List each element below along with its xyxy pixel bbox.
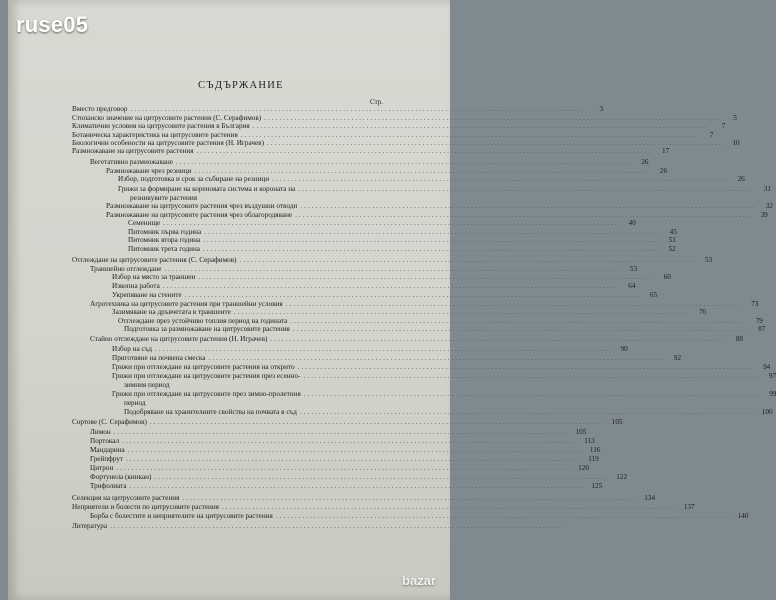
toc-entry	[72, 139, 740, 147]
toc-entry-title: Трифолиата	[90, 482, 127, 490]
toc-entry-title: Подобряване на хранителните свойства на почвата в съд	[124, 408, 297, 416]
toc-entry-title: Неприятели и болести по цитрусовите растения	[72, 503, 219, 511]
toc-entry	[72, 105, 604, 113]
toc-entry-page: 122	[616, 473, 628, 481]
toc-entry-page: 65	[650, 291, 658, 299]
toc-entry	[124, 325, 766, 333]
dot-leader: ........................................................................................................................	[270, 335, 726, 343]
dot-leader: ........................................................................................................................	[196, 147, 653, 155]
toc-entry	[128, 236, 676, 244]
toc-entry	[72, 256, 713, 264]
toc-entry	[90, 512, 749, 520]
toc-entry-page: 7	[709, 131, 714, 139]
toc-entry	[90, 428, 587, 436]
toc-entry-title: Избор на съд	[112, 345, 153, 353]
toc-entry	[72, 494, 656, 502]
toc-entry-title: Отглеждане през устойчиво топлия период на годината	[118, 317, 288, 325]
dot-leader: ........................................................................................................................	[110, 522, 566, 530]
toc-entry	[90, 437, 595, 445]
toc-entry	[112, 291, 658, 299]
toc-entry-title: Грижи за формиране на кореновата система и короната на	[118, 185, 296, 193]
toc-entry	[90, 482, 603, 490]
toc-entry-continuation: период	[124, 399, 146, 407]
toc-entry-title: Портокал	[90, 437, 120, 445]
dot-leader: ........................................................................................................................	[292, 325, 749, 333]
toc-entry-page: 120	[578, 464, 589, 472]
toc-entry-page: 140	[737, 512, 749, 520]
toc-entry-page: 76	[699, 308, 707, 316]
dot-leader: ........................................................................................................................	[299, 408, 756, 416]
dot-leader: ........................................................................................................................	[285, 300, 742, 308]
toc-entry	[72, 122, 726, 130]
toc-entry-title: Семенище	[128, 219, 161, 227]
toc-entry-title: Зазимяване на дръвчетата в траншеите	[112, 308, 231, 316]
toc-entry	[124, 408, 773, 416]
toc-entry-page: 31	[763, 185, 771, 193]
toc-entry-continuation: зимния период	[124, 381, 170, 389]
toc-entry-title: Стопанско значение на цитрусовите растения (С. Серафимов)	[72, 114, 262, 122]
dot-leader: ........................................................................................................................	[162, 282, 619, 290]
dot-leader: ........................................................................................................................	[203, 245, 659, 253]
toc-entry-title: Траншейно отглеждане	[90, 265, 162, 273]
dot-leader: ........................................................................................................................	[266, 139, 723, 147]
dot-leader: ........................................................................................................................	[113, 428, 570, 436]
dot-leader: ........................................................................................................................	[239, 256, 696, 264]
dot-leader: ........................................................................................................................	[252, 122, 709, 130]
toc-entry	[112, 354, 682, 362]
toc-entry-page: 79	[755, 317, 763, 325]
dot-leader: ........................................................................................................................	[182, 494, 639, 502]
dot-leader: ........................................................................................................................	[204, 228, 660, 236]
toc-entry-title: Биологични особености на цитрусовите растения (Н. Играчев)	[72, 139, 264, 147]
toc-entry-page: 137	[683, 503, 695, 511]
watermark-logo: bazar	[402, 573, 436, 588]
dot-leader: ........................................................................................................................	[290, 317, 746, 325]
toc-entry	[112, 372, 776, 380]
dot-leader: ........................................................................................................................	[298, 185, 754, 193]
toc-entry-page: 53	[629, 265, 638, 273]
toc-entry-title: Избор на място за траншеи	[112, 273, 196, 281]
toc-entry-title: Стайно отглеждане на цитрусовите растения (Н. Играчев)	[90, 335, 268, 343]
toc-entry-title: Грейпфрут	[90, 455, 124, 463]
toc-entry-title: Укрепяване на стените	[112, 291, 182, 299]
toc-entry-page: 97	[768, 372, 776, 380]
toc-entry	[128, 219, 636, 227]
toc-entry-title: Отглеждане на цитрусовите растения (С. Серафимов)	[72, 256, 237, 264]
dot-leader: ........................................................................................................................	[130, 105, 587, 113]
dot-leader: ........................................................................................................................	[164, 265, 621, 273]
toc-entry	[72, 503, 695, 511]
toc-entry-page: 73	[751, 300, 759, 308]
toc-entry-page: 5	[733, 114, 737, 122]
toc-entry	[90, 455, 599, 463]
toc-entry-title: Грижи при отглеждане на цитрусовите растения през есенно-	[112, 372, 301, 380]
toc-entry-title: Размножаване на цитрусовите растения чрез въздушни отводи	[106, 202, 298, 210]
dot-leader: ........................................................................................................................	[221, 503, 678, 511]
dot-leader: ........................................................................................................................	[240, 131, 697, 139]
toc-entry-title: Борба с болестите и неприятелите на цитрусовите растения	[90, 512, 273, 520]
page-column-header: Стр.	[370, 98, 383, 106]
toc-entry-page: 119	[588, 455, 599, 463]
toc-entry	[112, 273, 671, 281]
dot-leader: ........................................................................................................................	[163, 219, 619, 227]
toc-entry-page: 52	[668, 245, 676, 253]
toc-entry-title: Грижи при отглеждане на цитрусовите през зимно-пролетния	[112, 390, 301, 398]
toc-entry-page: 105	[575, 428, 587, 436]
dot-leader: ........................................................................................................................	[203, 236, 659, 244]
toc-entry-title: Изкопна работа	[112, 282, 160, 290]
toc-entry-page: 32	[765, 202, 773, 210]
toc-entry-title: Цитрон	[90, 464, 114, 472]
toc-entry	[90, 335, 743, 343]
toc-entry-title: Питомник трета година	[128, 245, 200, 253]
toc-entry	[106, 202, 773, 210]
dot-leader: ........................................................................................................................	[122, 437, 578, 445]
toc-entry-title: Вместо предговор	[72, 105, 128, 113]
toc-entry-title: Избор, подготовка и срок за събиране на резници	[118, 175, 270, 183]
dot-leader: ........................................................................................................................	[300, 202, 756, 210]
dot-leader: ........................................................................................................................	[184, 291, 641, 299]
toc-entry-page: 53	[704, 256, 713, 264]
toc-entry-page: 39	[760, 211, 768, 219]
toc-entry	[90, 473, 628, 481]
toc-entry-title: Литература	[72, 522, 108, 530]
dot-leader: ........................................................................................................................	[175, 158, 632, 166]
toc-entry-title: Питомник втора година	[128, 236, 201, 244]
toc-entry	[112, 363, 771, 371]
toc-title: СЪДЪРЖАНИЕ	[198, 80, 284, 91]
dot-leader: ........................................................................................................................	[303, 372, 760, 380]
toc-entry-page: 88	[735, 335, 743, 343]
toc-entry-page: 90	[620, 345, 628, 353]
toc-entry-page: 92	[673, 354, 682, 362]
toc-entry-page: 40	[628, 219, 636, 227]
toc-entry	[90, 464, 589, 472]
toc-entry-title: Размножаване на цитрусовите растения	[72, 147, 194, 155]
toc-entry	[72, 114, 737, 122]
dot-leader: ........................................................................................................................	[155, 345, 611, 353]
toc-entry	[112, 282, 636, 290]
dot-leader: ........................................................................................................................	[127, 446, 584, 454]
dot-leader: ........................................................................................................................	[233, 308, 690, 316]
toc-entry-page: 26	[659, 167, 668, 175]
toc-entry-page: 105	[611, 418, 623, 426]
dot-leader: ........................................................................................................................	[129, 482, 586, 490]
dot-leader: ........................................................................................................................	[154, 473, 611, 481]
toc-entry-page: 125	[591, 482, 603, 490]
toc-entry	[128, 228, 677, 236]
toc-entry-title: Приготвяне на почвена смеска	[112, 354, 206, 362]
dot-leader: ........................................................................................................................	[198, 273, 654, 281]
dot-leader: ........................................................................................................................	[208, 354, 665, 362]
toc-entry	[112, 345, 628, 353]
dot-leader: ........................................................................................................................	[297, 363, 754, 371]
toc-entry-page: 87	[758, 325, 766, 333]
toc-entry-title: Ботаническа характеристика на цитрусовите растения	[72, 131, 238, 139]
toc-entry	[72, 418, 623, 426]
toc-entry-title: Размножаване чрез резници	[106, 167, 192, 175]
toc-entry-page: 64	[628, 282, 636, 290]
toc-entry	[90, 158, 649, 166]
dot-leader: ........................................................................................................................	[295, 211, 751, 219]
toc-entry-page: 60	[663, 273, 671, 281]
toc-entry-page: 51	[668, 236, 676, 244]
dot-leader: ........................................................................................................................	[126, 455, 582, 463]
toc-entry	[112, 308, 707, 316]
toc-entry-page: 3	[599, 105, 604, 113]
toc-entry	[90, 446, 601, 454]
dot-leader: ........................................................................................................................	[272, 175, 728, 183]
toc-entry-title: Агротехника на цитрусовите растения при траншейни условия	[90, 300, 283, 308]
dot-leader: ........................................................................................................................	[194, 167, 651, 175]
toc-entry	[106, 211, 768, 219]
toc-entry	[72, 522, 566, 530]
toc-entry-page: 94	[763, 363, 771, 371]
toc-entry	[118, 317, 763, 325]
toc-entry-page: 99	[769, 390, 776, 398]
toc-entry-title: Сортове (С. Серафимов)	[72, 418, 147, 426]
toc-entry-page: 113	[584, 437, 595, 445]
toc-entry	[90, 300, 759, 308]
toc-entry-title: Питомник първа година	[128, 228, 202, 236]
toc-entry	[72, 131, 714, 139]
toc-entry	[112, 390, 776, 398]
toc-entry-title: Мандарина	[90, 446, 125, 454]
site-logo: ruse05	[16, 12, 89, 37]
toc-entry-title: Селекция на цитрусовите растения	[72, 494, 180, 502]
toc-entry	[118, 185, 771, 193]
toc-entry-page: 7	[721, 122, 726, 130]
toc-entry-page: 116	[589, 446, 601, 454]
toc-entry-continuation: резникувите растения	[130, 194, 198, 202]
toc-entry-page: 17	[661, 147, 670, 155]
toc-entry	[128, 245, 676, 253]
toc-entry-page: 10	[732, 139, 740, 147]
dot-leader: ........................................................................................................................	[275, 512, 732, 520]
toc-entry-title: Грижи при отглеждане на цитрусовите растения на открито	[112, 363, 295, 371]
dot-leader: ........................................................................................................................	[303, 390, 760, 398]
toc-entry-page: 26	[737, 175, 745, 183]
toc-entry-title: Размножаване на цитрусовите растения чрез облагородяване	[106, 211, 293, 219]
toc-entry-page: 100	[761, 408, 773, 416]
toc-entry-title: Климатични условия на цитрусовите растения в България	[72, 122, 250, 130]
toc-entry-page: 26	[641, 158, 649, 166]
toc-entry-title: Подготовка за размножаване на цитрусовите растения	[124, 325, 290, 333]
toc-entry	[106, 167, 668, 175]
toc-entry-title: Фортунела (кинкан)	[90, 473, 152, 481]
toc-entry-page: 134	[644, 494, 656, 502]
toc-entry	[90, 265, 638, 273]
dot-leader: ........................................................................................................................	[264, 114, 720, 122]
toc-entry	[118, 175, 745, 183]
toc-entry-title: Вегетативно размножаване	[90, 158, 173, 166]
toc-entry-title: Лимон	[90, 428, 111, 436]
dot-leader: ........................................................................................................................	[116, 464, 572, 472]
toc-entry	[72, 147, 670, 155]
toc-entry-page: 45	[669, 228, 677, 236]
dot-leader: ........................................................................................................................	[149, 418, 606, 426]
